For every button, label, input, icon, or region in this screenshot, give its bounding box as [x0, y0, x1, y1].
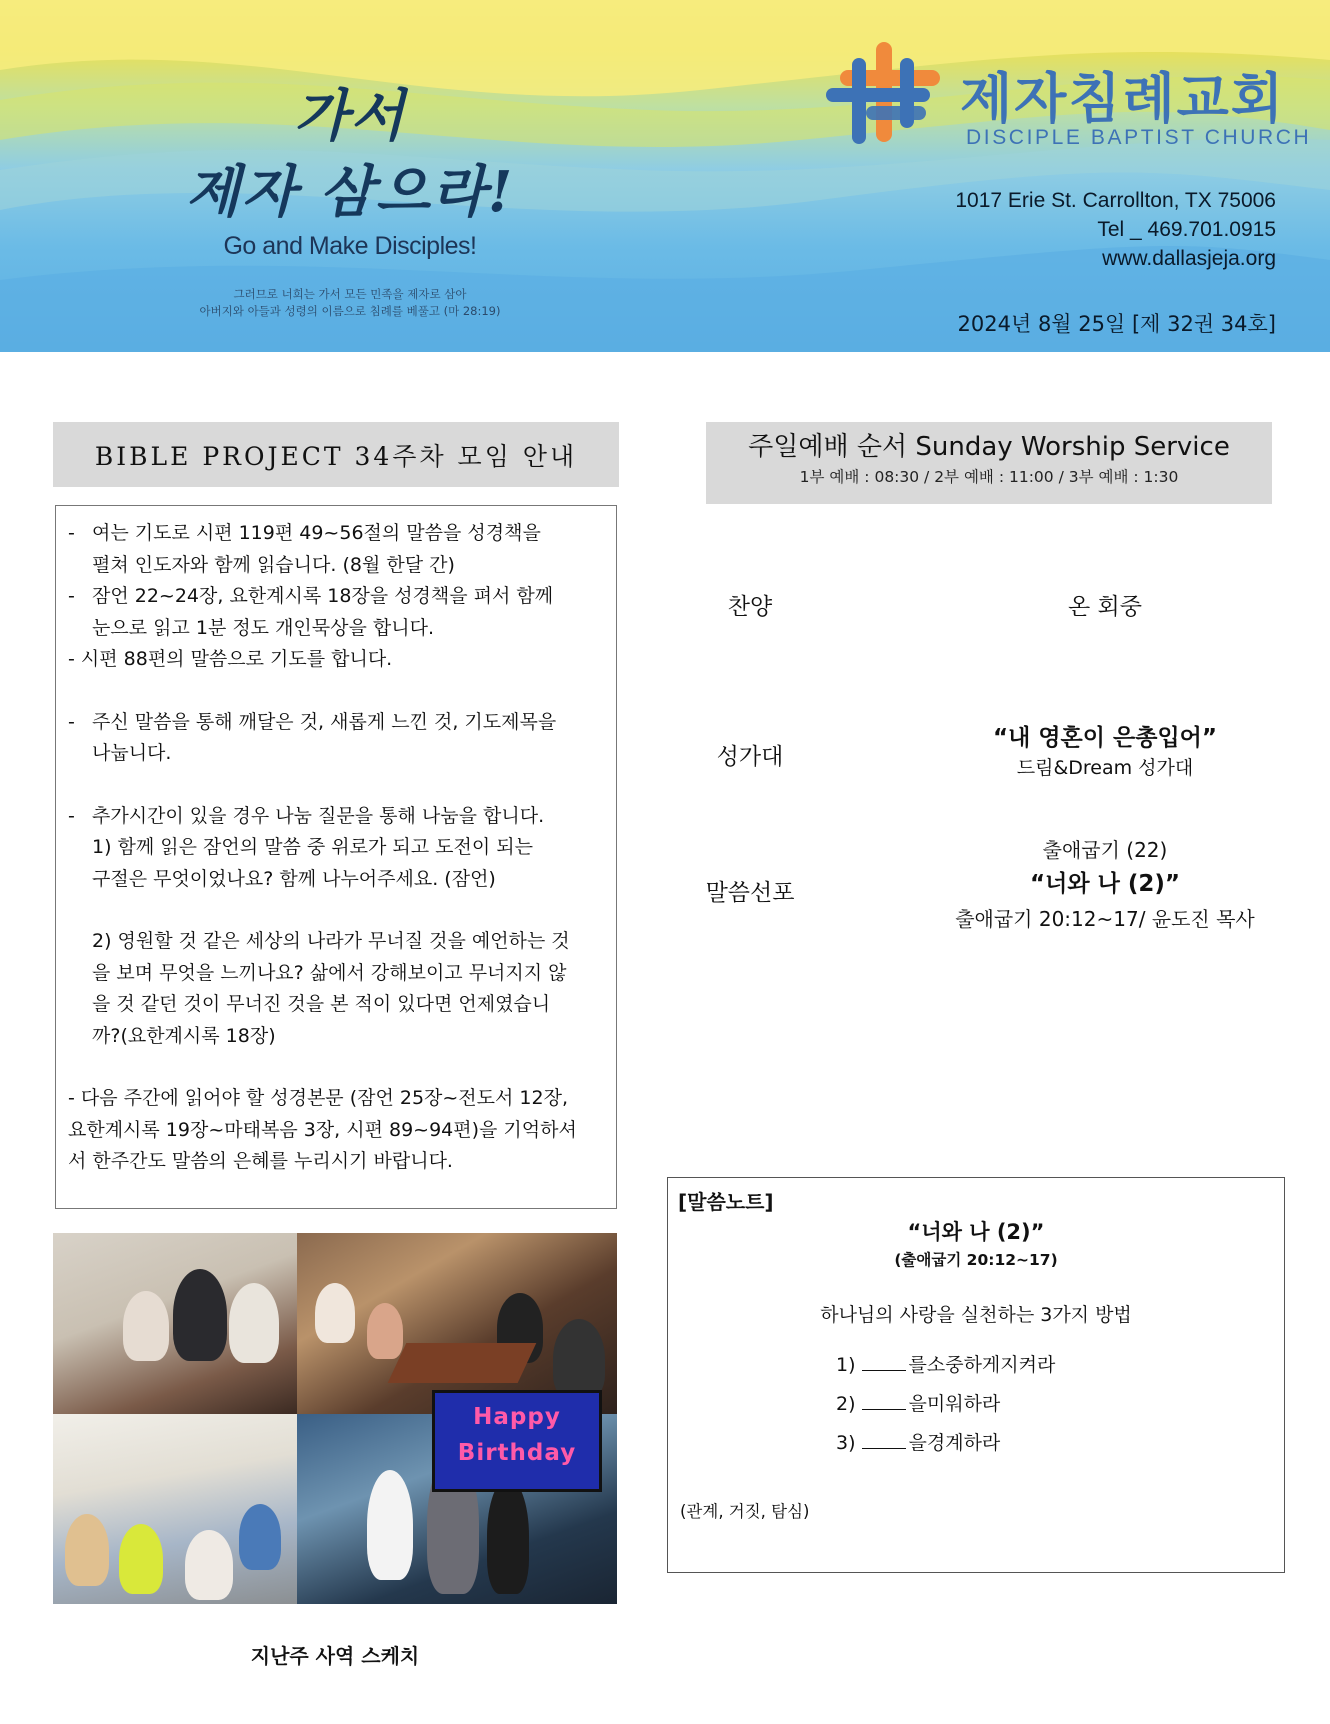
- praise-label: 찬양: [727, 594, 773, 620]
- sermon-note-list: [836, 1346, 1055, 1463]
- church-address: 1017 Erie St. Carrollton, TX 75006: [955, 189, 1276, 212]
- slogan-verse: 그러므로 너희는 가서 모든 민족을 제자로 삼아 아버지와 아들과 성령의 이름으로 침례를 베풀고 (마 28:19): [199, 287, 501, 318]
- praise-value: 온 회중: [1068, 594, 1142, 620]
- sermon-note-box: [667, 1177, 1285, 1573]
- sermon-note-reference: (출애굽기 20:12~17): [894, 1251, 1058, 1269]
- church-phone: Tel _ 469.701.0915: [1097, 218, 1276, 241]
- sermon-note-lead: 하나님의 사랑을 실천하는 3가지 방법: [820, 1304, 1132, 1326]
- sermon-reference: 출애굽기 20:12~17/ 윤도진 목사: [955, 907, 1255, 931]
- issue-date: 2024년 8월 25일 [제 32권 34호]: [957, 312, 1276, 336]
- choir-song: “내 영혼이 은총입어”: [993, 725, 1217, 751]
- fill-in-blank[interactable]: [862, 1353, 906, 1371]
- worship-title: 주일예배 순서 Sunday Worship Service: [748, 432, 1230, 462]
- question-1: 1) 함께 읽은 잠언의 말씀 중 위로가 되고 도전이 되는 구절은 무엇이었나요? 함께 나누어주세요. (잠언): [92, 836, 533, 890]
- birthday-banner-text: Happy Birthday: [457, 1404, 577, 1466]
- church-website: www.dallasjeja.org: [1102, 247, 1276, 270]
- church-contact: [955, 186, 1276, 273]
- sermon-title: “너와 나 (2)”: [1030, 871, 1180, 897]
- church-name-korean: 제자침례교회: [960, 67, 1285, 130]
- worship-times: 1부 예배 : 08:30 / 2부 예배 : 11:00 / 3부 예배 : 1:30: [799, 468, 1179, 486]
- fill-in-blank[interactable]: [862, 1431, 906, 1449]
- birthday-screen: [432, 1390, 602, 1492]
- bp-item-sharing: - 주신 말씀을 통해 깨달은 것, 새롭게 느낀 것, 기도제목을 나눕니다.: [68, 710, 557, 764]
- sermon-note-item: 3) 을경계하라: [836, 1432, 1001, 1454]
- worship-order-header: [706, 422, 1272, 504]
- church-cross-logo-icon: [826, 36, 946, 148]
- bp-item-questions: - 추가시간이 있을 경우 나눔 질문을 통해 나눔을 합니다. 1) 함께 읽은 잠언의 말씀 중 위로가 되고 도전이 되는 구절은 무엇이었나요? 함께 나누어주세요. (잠언) 2) 영원할 것 같은 세상의 나라가 무너질 것을 예언하는 것 을 보며 무엇을 느끼나요? 삶에서 강해보이고 무너지지 않 을 것 같던 것이 무너진 것을 본 적이 있다면 언제였습니 까?(요한계시록 18장): [68, 801, 606, 1053]
- slogan-english: Go and Make Disciples!: [223, 232, 477, 260]
- photo-elderly-visit: [53, 1233, 297, 1414]
- bible-project-box: [55, 505, 617, 1209]
- bp-item-opening-prayer: - 여는 기도로 시편 119편 49~56절의 말씀을 성경책을 펼쳐 인도자와 함께 읽습니다. (8월 한달 간): [68, 522, 541, 576]
- slogan-korean: 가서 제자 삼으라!: [185, 83, 515, 225]
- bp-item-next-week: - 다음 주간에 읽어야 할 성경본문 (잠언 25장~전도서 12장, 요한계시록 19장~마태복음 3장, 시편 89~94편)을 기억하셔 서 한주간도 말씀의 은혜를 누리시기 바랍니다.: [68, 1087, 577, 1172]
- bp-item-reading: - 잠언 22~24장, 요한계시록 18장을 성경책을 펴서 함께 눈으로 읽고 1분 정도 개인묵상을 합니다.: [68, 585, 554, 639]
- photo-caption: 지난주 사역 스케치: [250, 1644, 420, 1668]
- bp-item-psalm-prayer: - 시편 88편의 말씀으로 기도를 합니다.: [68, 648, 393, 670]
- sermon-note-hint: (관계, 거짓, 탐심): [680, 1502, 810, 1521]
- church-name-english: DISCIPLE BAPTIST CHURCH: [966, 126, 1312, 149]
- sermon-note-item: 2) 을미워하라: [836, 1393, 1001, 1415]
- question-2: 2) 영원할 것 같은 세상의 나라가 무너질 것을 예언하는 것 을 보며 무엇을 느끼나요? 삶에서 강해보이고 무너지지 않 을 것 같던 것이 무너진 것을 본 적이 있다면 언제였습니 까?(요한계시록 18장): [92, 930, 570, 1047]
- sermon-note-item: 1) 를소중하게지켜라: [836, 1354, 1056, 1376]
- fill-in-blank[interactable]: [862, 1392, 906, 1410]
- choir-name: 드림&Dream 성가대: [1016, 757, 1194, 779]
- photo-kids-party: [53, 1414, 297, 1604]
- verse-reference: (마 28:19): [443, 304, 501, 318]
- sermon-label: 말씀선포: [705, 880, 795, 906]
- bible-project-title: BIBLE PROJECT 34주차 모임 안내: [53, 422, 619, 487]
- sermon-series: 출애굽기 (22): [1042, 838, 1168, 862]
- header-banner: [0, 0, 1330, 352]
- photo-group-dinner: [297, 1233, 617, 1414]
- choir-label: 성가대: [716, 744, 784, 770]
- sermon-note-label: [말씀노트]: [678, 1190, 774, 1214]
- sermon-note-title: “너와 나 (2)”: [907, 1220, 1045, 1244]
